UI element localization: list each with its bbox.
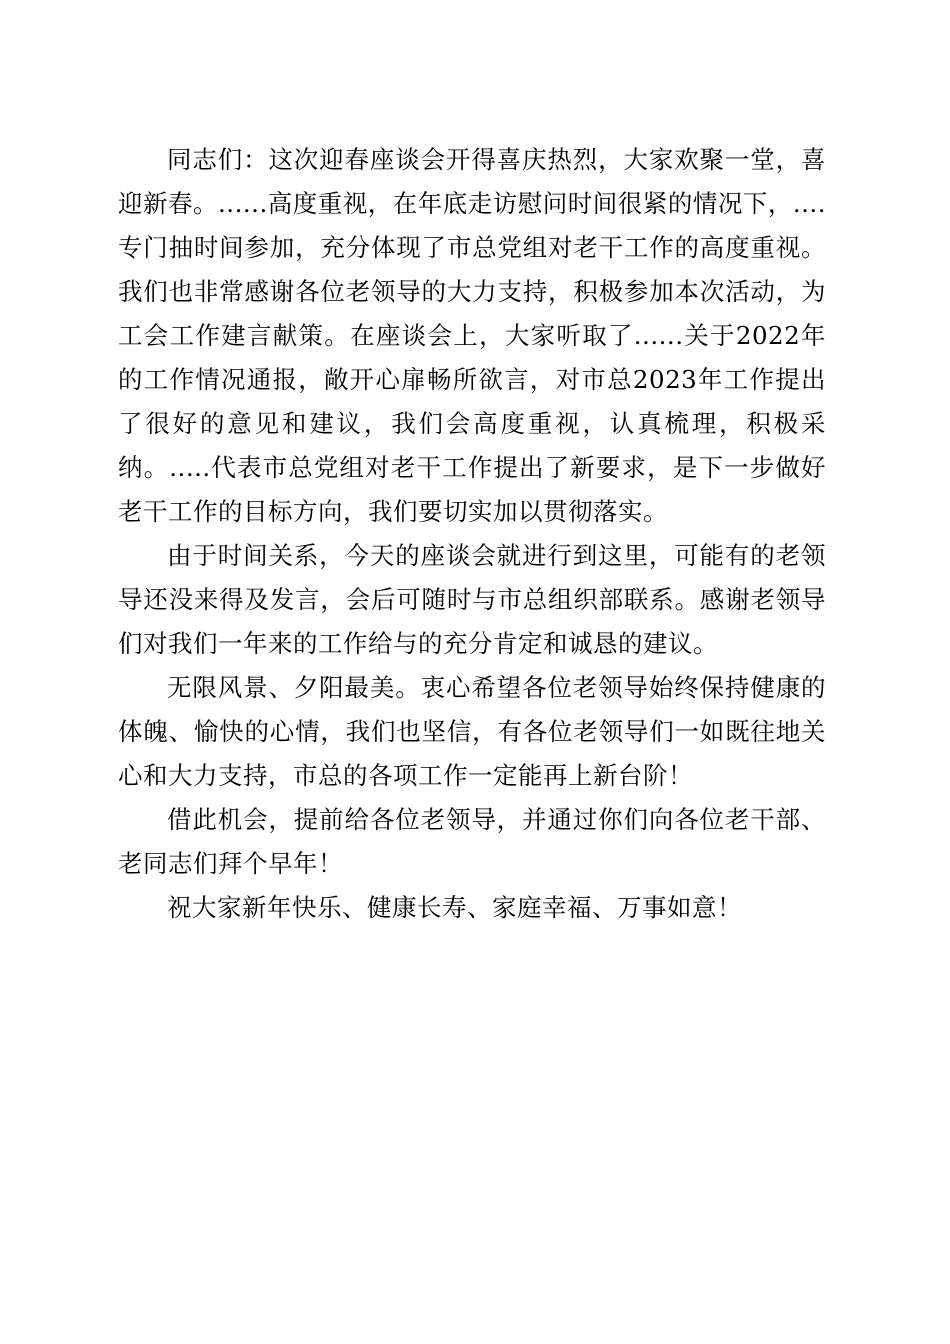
paragraph-new-year-greeting: 借此机会，提前给各位老领导，并通过你们向各位老干部、老同志们拜个早年！ (118, 805, 826, 878)
paragraph-blessing: 祝大家新年快乐、健康长寿、家庭幸福、万事如意！ (167, 893, 742, 922)
paragraph-closing-notice: 由于时间关系，今天的座谈会就进行到这里，可能有的老领导还没来得及发言，会后可随时与市总组织部联系。感谢老领导们对我们一年来的工作给与的充分肯定和诚恳的建议。 (118, 541, 826, 658)
paragraph-opening: 同志们：这次迎春座谈会开得喜庆热烈，大家欢聚一堂，喜迎新春。......高度重视，在年底走访慰问时间很紧的情况下，....专门抽时间参加，充分体现了市总党组对老干工作的高度重视。我们也非常感谢各位老领导的大力支持，积极参加本次活动，为工会工作建言献策。在座谈会上，大家听取了......关于2022年的工作情况通报，敞开心扉畅所欲言，对市总2023年工作提出了很好的意见和建议，我们会高度重视，认真梳理，积极采纳。.....代表市总党组对老干工作提出了新要求，是下一步做好老干工作的目标方向，我们要切实加以贯彻落实。 (118, 145, 826, 526)
document-body (118, 138, 826, 930)
paragraph-wishes: 无限风景、夕阳最美。衷心希望各位老领导始终保持健康的体魄、愉快的心情，我们也坚信，有各位老领导们一如既往地关心和大力支持，市总的各项工作一定能再上新台阶！ (118, 673, 826, 790)
